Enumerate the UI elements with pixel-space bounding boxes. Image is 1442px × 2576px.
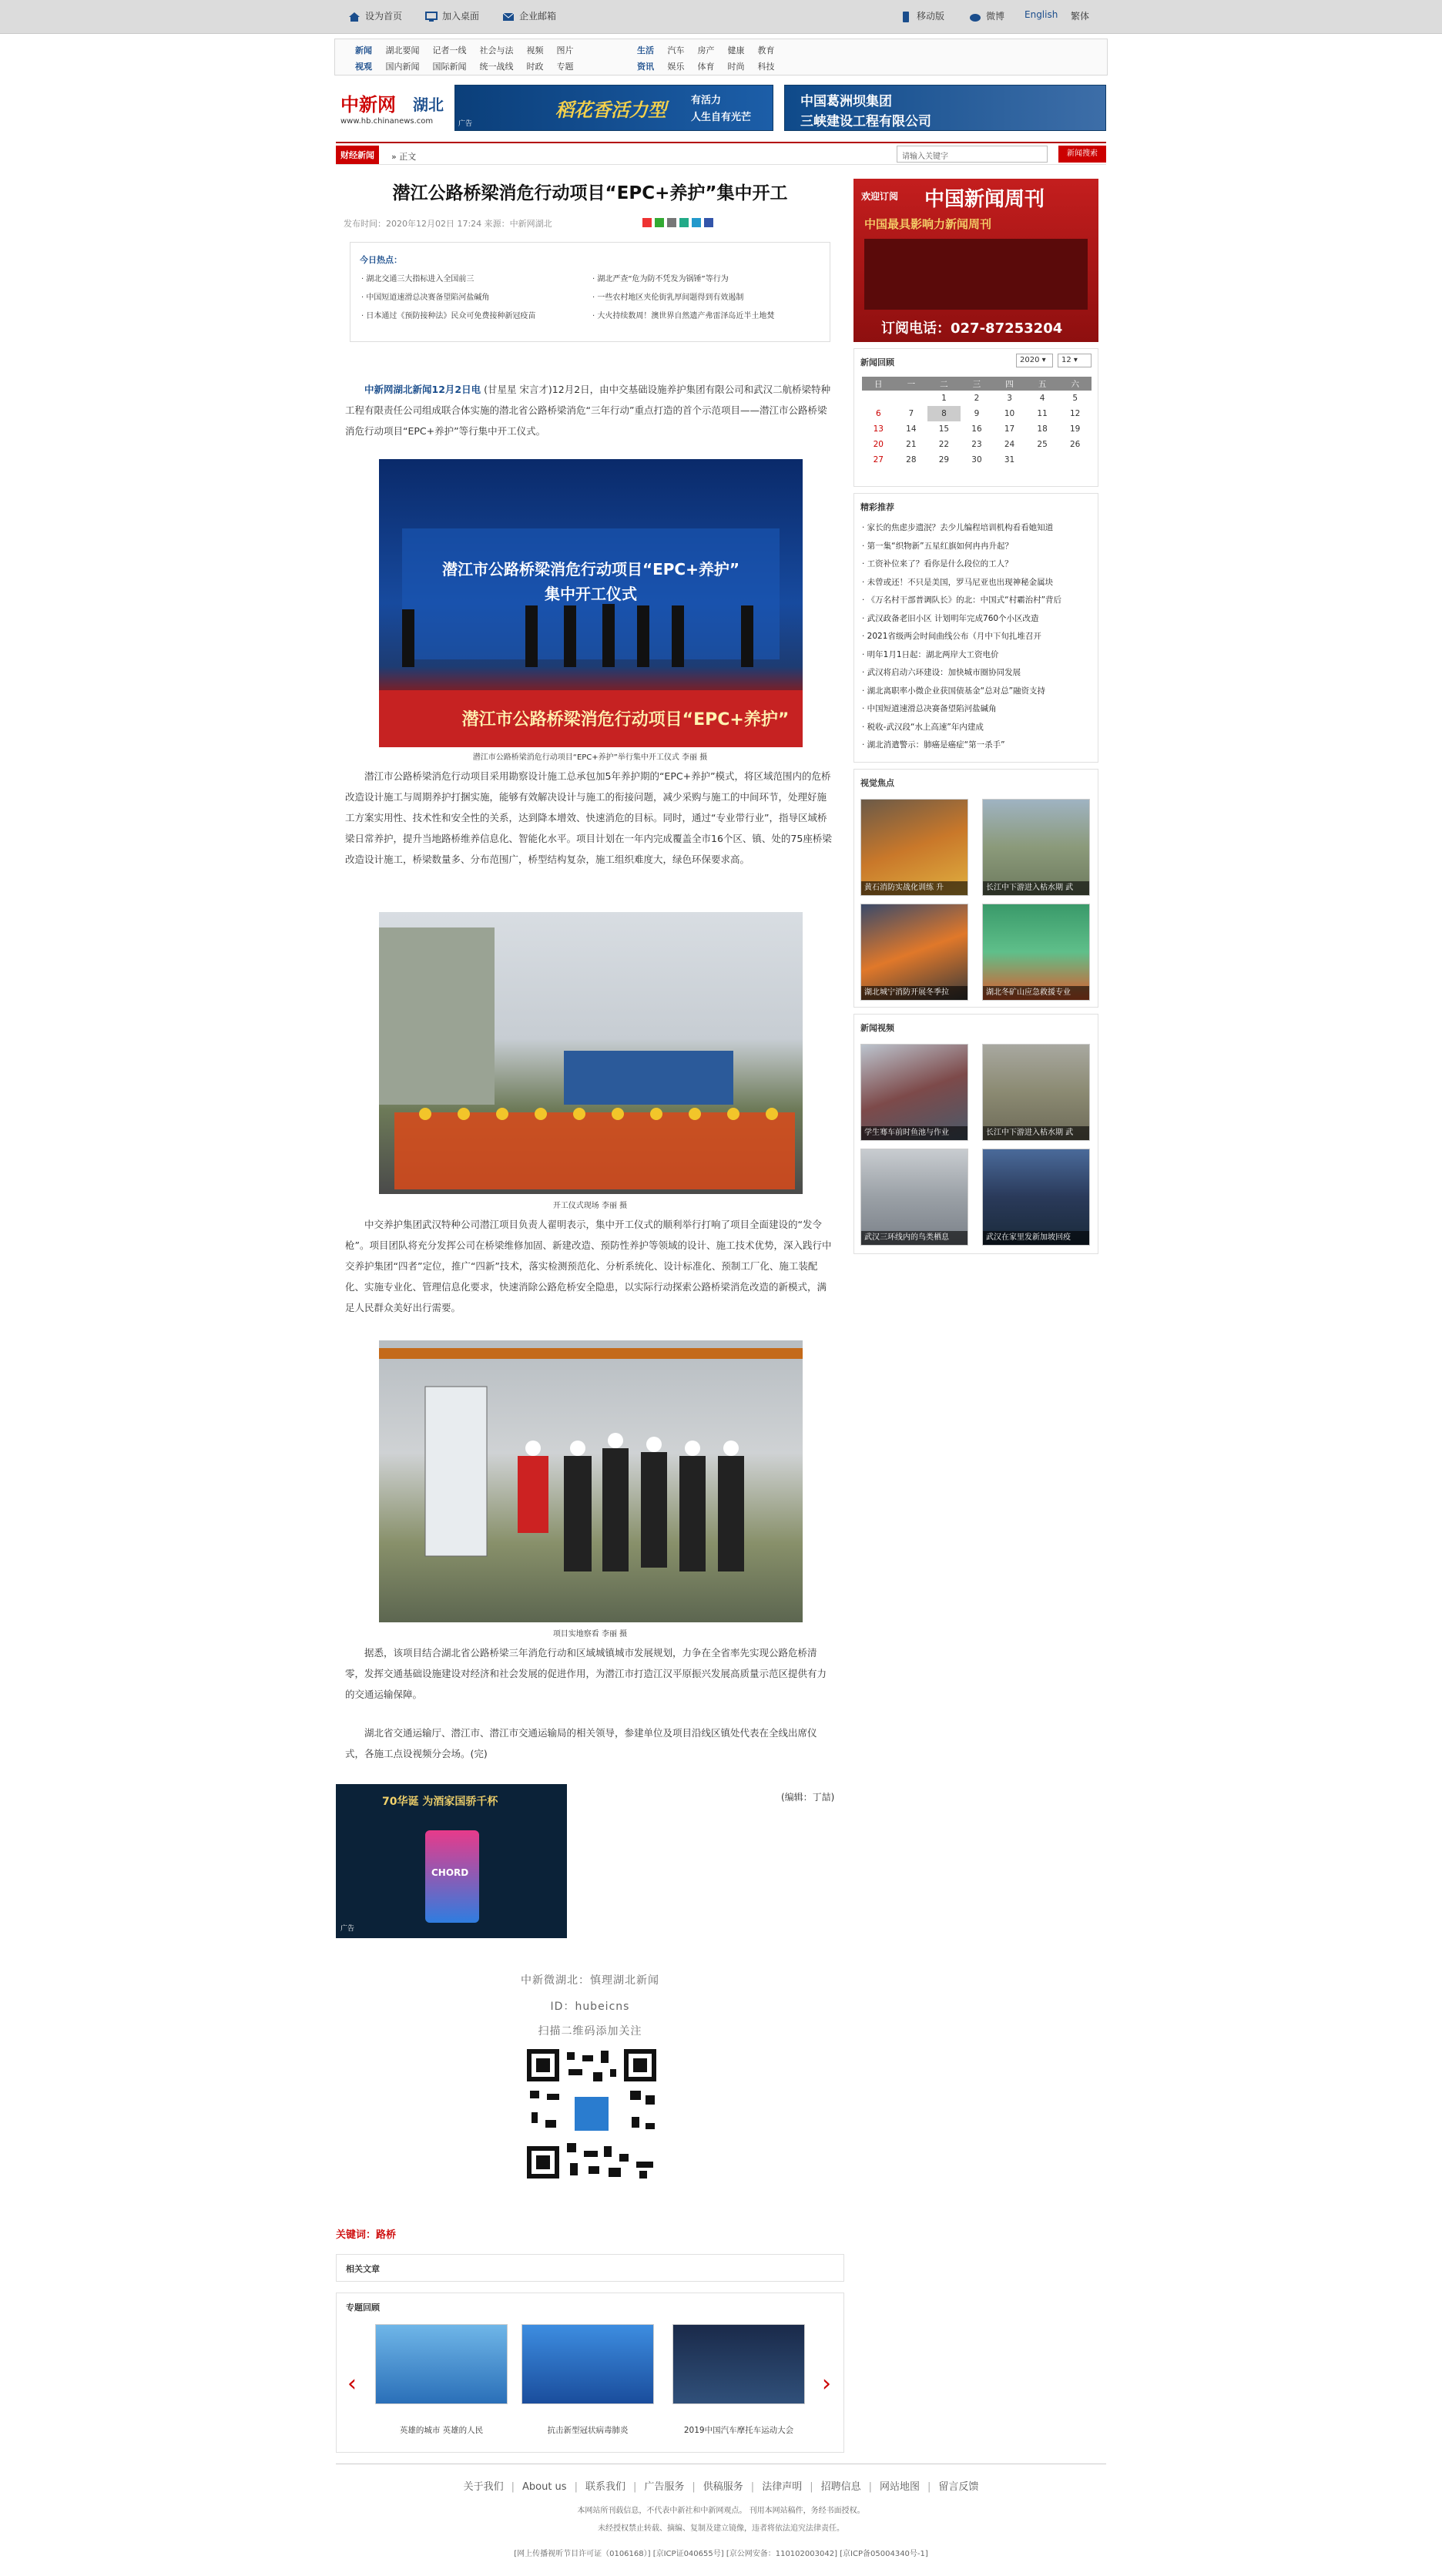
hot-topic-text: 湖北严查“危为防不凭发为锅锤”等行为 (597, 275, 729, 283)
dateline: 中新网湖北新闻12月2日电 (364, 384, 481, 395)
mobile-link[interactable] (900, 9, 944, 22)
footer-link[interactable]: 联系我们 (585, 2481, 625, 2493)
recommend-item[interactable]: · 湖北消遣警示：肺癌是癌症“第一杀手” (862, 740, 1005, 750)
recommend-item[interactable]: · 《万名村干部普调队长》的北：中国式“村霸治村”背后 (862, 595, 1062, 605)
calendar-day[interactable]: 18 (1037, 424, 1048, 434)
site-footer (336, 2464, 1106, 2558)
weekday: 二 (927, 377, 961, 391)
calendar-day[interactable]: 30 (971, 455, 982, 465)
recommend-item[interactable]: · 湖北离职率小微企业获国债基金“总对总”融资支持 (862, 686, 1046, 696)
hot-topic-link[interactable]: · 湖北严查“危为防不凭发为锅锤”等行为 (592, 275, 729, 283)
calendar-day[interactable]: 16 (971, 424, 982, 434)
channel-nav (334, 39, 1108, 75)
recommend-list (853, 493, 1098, 763)
nav-item[interactable]: 统一战线 (479, 62, 514, 72)
visual-focus-title: 视觉焦点 (860, 778, 894, 788)
nav-label-life[interactable]: 生活 (637, 45, 654, 55)
sidebar-ad-covers (864, 239, 1088, 310)
focus-thumb[interactable] (860, 904, 968, 1001)
nav-label-news[interactable]: 新闻 (355, 45, 372, 55)
corp-mail-label: 企业邮箱 (519, 11, 557, 22)
recommend-item[interactable]: · 明年1月1日起：湖北两岸大工资电价 (862, 649, 999, 659)
paragraph-text: (甘星星 宋言才)12月2日，由中交基础设施养护集团有限公司和武汉二航桥梁特种工程有限责任公司组成联合体实施的潜北省公路桥梁消危“三年行动”重点打造的首个示范项目——潜江市公路桥梁消危行动项目“EPC+养护”等行集中开工仪式。 (345, 384, 831, 437)
ad-left-sub2: 人生自有光芒 (691, 112, 752, 123)
nav-item[interactable]: 图片 (556, 45, 574, 55)
hot-topic-text: 中国短道速滑总决赛备望陷河盐碱角 (366, 293, 490, 302)
special-thumb[interactable] (375, 2324, 508, 2404)
nav-label-info[interactable]: 资讯 (637, 62, 654, 72)
calendar-title: 新闻回顾 (860, 357, 894, 367)
recommend-item[interactable]: · 工资补位来了？看你是什么段位的工人？ (862, 559, 1013, 569)
nav-row-1 (355, 44, 587, 56)
crowd-illustration (379, 912, 803, 1194)
corp-mail-link[interactable] (502, 9, 556, 22)
special-thumb[interactable] (672, 2324, 805, 2404)
search-button[interactable]: 新闻搜索 (1058, 146, 1106, 163)
inspection-illustration (379, 1340, 803, 1622)
nav-item[interactable]: 湖北要闻 (385, 45, 420, 55)
article-title: 潜江公路桥梁消危行动项目“EPC+养护”集中开工 (392, 183, 788, 203)
thumb-caption: 长江中下游进入枯水期 武 (983, 1126, 1090, 1140)
calendar-day[interactable]: 14 (906, 424, 917, 434)
nav-row-2 (355, 60, 587, 72)
ad-right-line1: 中国葛洲坝集团 (800, 94, 892, 109)
nav-item[interactable]: 记者一线 (432, 45, 467, 55)
nav-item[interactable]: 娱乐 (667, 62, 685, 72)
keywords[interactable]: 关键词：路桥 (336, 2229, 397, 2241)
ad-left-title: 稻花香活力型 (555, 99, 666, 121)
calendar-day[interactable]: 24 (1004, 440, 1015, 449)
calendar-day[interactable]: 6 (875, 409, 881, 418)
facebook-icon[interactable] (704, 218, 713, 227)
weekday: 六 (1058, 377, 1092, 391)
nav-item[interactable]: 房产 (697, 45, 715, 55)
news-video (853, 1014, 1098, 1254)
top-utility-bar (0, 0, 1442, 34)
thumb-caption: 武汉在家里发新加坡回疫 (983, 1231, 1090, 1245)
nav-item[interactable]: 科技 (757, 62, 775, 72)
nav-item[interactable]: 教育 (757, 45, 775, 55)
footer-divider: | (574, 2481, 578, 2493)
share-bar (642, 217, 716, 227)
calendar-day[interactable]: 4 (1039, 394, 1045, 403)
set-home-link[interactable] (348, 9, 402, 22)
footer-divider: | (692, 2481, 696, 2493)
qr-code (524, 2046, 659, 2182)
recommend-item[interactable]: · 第一集“织物新”五星红旗如何冉冉升起？ (862, 541, 1014, 551)
news-video-title: 新闻视频 (860, 1023, 894, 1033)
thumb-caption: 武汉三环线内的鸟类栖息 (861, 1231, 968, 1245)
calendar-grid (862, 377, 1092, 468)
weekday: 三 (961, 377, 994, 391)
hot-topic-text: 一些农村地区夹伦街乳厚间题得到有效遏制 (597, 293, 744, 302)
phone-icon (900, 12, 912, 22)
nav-label-view[interactable]: 视观 (355, 62, 372, 72)
hot-topic-link[interactable]: · 一些农村地区夹伦街乳厚间题得到有效遏制 (592, 293, 744, 302)
calendar-day[interactable]: 22 (938, 440, 950, 449)
recommend-item[interactable]: · 武汉将启动六环建设：加快城市圈协同发展 (862, 668, 1021, 677)
nav-row-1b (637, 44, 788, 56)
breadcrumb-current: » 正文 (391, 152, 417, 162)
footer-disclaimer: 本网站所刊载信息，不代表中新社和中新网观点。 刊用本网站稿件，务经书面授权。 (577, 2507, 865, 2515)
focus-thumb[interactable] (982, 799, 1090, 896)
calendar-day[interactable]: 12 (1070, 409, 1081, 418)
ad-left-sub1: 有活力 (691, 95, 722, 106)
calendar-day[interactable]: 13 (873, 424, 884, 434)
nav-item[interactable]: 国际新闻 (432, 62, 467, 72)
nav-item[interactable]: 国内新闻 (385, 62, 420, 72)
thumb-caption: 长江中下游进入枯水期 武 (983, 881, 1090, 895)
year-select[interactable]: 2020 ▾ (1016, 354, 1053, 367)
sidebar-ad-phone: 订阅电话：027-87253204 (881, 320, 1063, 337)
footer-link[interactable]: 法律声明 (762, 2481, 803, 2493)
recommend-item[interactable]: · 2021省级两会时间曲线公布（月中下旬扎堆召开 (862, 632, 1041, 641)
twitter-icon[interactable] (692, 218, 701, 227)
editor-credit: (编辑：丁喆) (781, 1792, 835, 1803)
hot-topic-text: 大火持续数周！澳世界自然遗产弗雷泽岛近半土地焚 (597, 312, 775, 320)
thumb-caption: 黄石消防实战化训练 升 (861, 881, 968, 895)
mobile-label: 移动版 (917, 11, 945, 22)
calendar-day[interactable]: 15 (938, 424, 950, 434)
logo-url: www.hb.chinanews.com (340, 117, 434, 126)
hot-topic-link[interactable]: · 湖北交通三大指标进入全国前三 (361, 275, 475, 283)
site-logo[interactable] (339, 86, 447, 129)
article-paragraph: 湖北省交通运输厅、潜江市、潜江市交通运输局的相关领导，参建单位及项目沿线区镇处代表在全线出席仪式，各施工点设视频分会场。(完) (345, 1727, 817, 1759)
ad-right-line2: 三峡建设工程有限公司 (800, 114, 931, 129)
nav-item[interactable]: 时政 (526, 62, 544, 72)
home-icon (348, 12, 360, 22)
calendar-day[interactable]: 21 (906, 440, 917, 449)
stage-illustration (379, 459, 803, 747)
calendar-day[interactable] (895, 391, 928, 406)
calendar-day[interactable]: 11 (1037, 409, 1048, 418)
hot-topics-title: 今日热点： (360, 255, 402, 265)
special-item-title[interactable]: 2019中国汽车摩托车运动大会 (683, 2426, 794, 2435)
calendar-day[interactable]: 20 (873, 440, 884, 449)
calendar-day[interactable]: 1 (941, 394, 947, 403)
nav-item[interactable]: 时尚 (727, 62, 745, 72)
recommend-item[interactable]: · 未曾或还！不只是美国，罗马尼亚也出现神秘金属块 (862, 577, 1054, 587)
calendar-day[interactable]: 19 (1070, 424, 1081, 434)
set-home-label: 设为首页 (365, 11, 403, 22)
footer-copyright: 未经授权禁止转载、摘编、复制及建立镜像，违者将依法追究法律责任。 (598, 2524, 844, 2533)
calendar-day[interactable] (1058, 452, 1092, 468)
recommend-item[interactable]: · 税收-武汉段“水上高速”年内建成 (862, 722, 984, 732)
nav-item[interactable]: 汽车 (667, 45, 685, 55)
footer-divider: | (632, 2481, 637, 2493)
traditional-link[interactable]: 繁体 (1071, 11, 1090, 22)
hot-topic-text: 湖北交通三大指标进入全国前三 (366, 275, 475, 283)
ad2-title: 70华诞 为酒家国骄千杯 (382, 1796, 498, 1808)
sidebar-ad-title: 中国新闻周刊 (924, 188, 1045, 211)
footer-link[interactable]: 网站地图 (880, 2481, 921, 2493)
add-desktop-link[interactable] (425, 9, 479, 22)
print-icon[interactable] (667, 218, 676, 227)
add-desktop-label: 加入桌面 (442, 11, 480, 22)
footer-link[interactable]: 留言反馈 (938, 2481, 979, 2493)
calendar-day[interactable] (862, 391, 895, 406)
weekday: 日 (862, 377, 895, 391)
calendar-day[interactable]: 7 (908, 409, 914, 418)
video-thumb[interactable] (860, 1044, 968, 1141)
footer-links (336, 2478, 1106, 2493)
month-value: 12 (1061, 356, 1071, 364)
hot-topic-text: 日本通过《预防接种法》民众可免费接种新冠疫苗 (366, 312, 536, 320)
nav-item[interactable]: 社会与法 (479, 45, 514, 55)
mail-icon (502, 12, 515, 22)
top-ad-left[interactable] (454, 85, 773, 131)
calendar-day[interactable]: 5 (1072, 394, 1078, 403)
sidebar-ad-slogan: 中国最具影响力新闻周刊 (864, 217, 992, 231)
photo-caption: 潜江市公路桥梁消危行动项目“EPC+养护”举行集中开工仪式 李丽 摄 (472, 753, 708, 762)
weekday: 四 (993, 377, 1026, 391)
calendar-day[interactable]: 25 (1037, 440, 1048, 449)
qr-line-2: ID：hubeicns (550, 2001, 630, 2013)
article-photo-site (379, 912, 803, 1194)
article-photo-ceremony (379, 459, 803, 747)
visual-focus (853, 769, 1098, 1008)
carousel-next-button[interactable]: › (822, 2370, 831, 2397)
footer-link[interactable]: About us (521, 2481, 567, 2493)
thumb-caption: 湖北冬矿山应急救援专业 (983, 986, 1090, 1000)
month-select[interactable]: 12 ▾ (1058, 354, 1092, 367)
related-header: 相关文章 (346, 2264, 380, 2274)
footer-divider: | (750, 2481, 755, 2493)
top-ad-right[interactable] (784, 85, 1106, 131)
breadcrumb-section[interactable]: 财经新闻 (336, 146, 379, 164)
ad-tag: 广告 (458, 120, 473, 128)
nav-item[interactable]: 专题 (556, 62, 574, 72)
calendar-day[interactable]: 17 (1004, 424, 1015, 434)
ad2-brand: CHORD (431, 1867, 469, 1878)
footer-divider: | (810, 2481, 813, 2493)
calendar-day[interactable]: 27 (873, 455, 884, 465)
footer-link[interactable]: 广告服务 (644, 2481, 685, 2493)
weekday: 五 (1026, 377, 1059, 391)
share-icon[interactable] (679, 218, 689, 227)
svg-text:潜江市公路桥梁消危行动项目“EPC+养护”: 潜江市公路桥梁消危行动项目“EPC+养护” (461, 710, 790, 730)
recommend-item[interactable]: · 中国短道速滑总决赛备望陷河盐碱角 (862, 704, 997, 713)
article-bottom-ad[interactable] (336, 1784, 567, 1938)
logo-region: 湖北 (413, 96, 444, 114)
hot-topic-link[interactable]: · 大火持续数周！澳世界自然遗产弗雷泽岛近半土地焚 (592, 312, 775, 320)
weibo-label: 微博 (986, 11, 1005, 22)
calendar-day-selected[interactable]: 8 (927, 406, 961, 421)
nav-item[interactable]: 健康 (727, 45, 745, 55)
focus-thumb[interactable] (860, 799, 968, 896)
recommend-title: 精彩推荐 (860, 502, 894, 512)
footer-licenses: [网上传播视听节目许可证（0106168）] [京ICP证040655号] [京公网安备：110102003042] [京ICP备05004340号-1] (514, 2550, 928, 2558)
video-thumb[interactable] (982, 1149, 1090, 1246)
photo-caption: 项目实地察看 李丽 摄 (552, 1630, 628, 1639)
article-paragraph: 中交养护集团武汉特种公司潜江项目负责人翟明表示，集中开工仪式的顺利举行打响了项目全面建设的“发令枪”。项目团队将充分发挥公司在桥梁维修加固、新建改造、预防性养护等领域的设计、施工技术优势，深入践行中交养护集团“四者”定位，推广“四新”技术，落实检测预范化、分析系统化、设计标准化、预制工厂化、施工装配化、实施专业化、管理信息化要求，快速消除公路危桥安全隐患，以实际行动探索公路桥梁消危改造的新模式，满足人民群众美好出行需要。 (345, 1219, 832, 1313)
recommend-item[interactable]: · 家长的焦虑步遗泯？去少儿编程培训机构看看她知道 (862, 523, 1054, 532)
recommend-item[interactable]: · 武汉政备老旧小区 计划明年完成760个小区改造 (862, 613, 1039, 623)
weibo-icon (969, 12, 981, 22)
calendar-day[interactable]: 10 (1004, 409, 1015, 418)
sidebar-ad[interactable] (853, 179, 1098, 342)
ad-tag: 广告 (340, 1925, 355, 1933)
footer-link[interactable]: 关于我们 (463, 2481, 504, 2493)
focus-thumb[interactable] (982, 904, 1090, 1001)
related-articles (336, 2254, 844, 2282)
year-value: 2020 (1020, 356, 1040, 364)
article-paragraph: 潜江市公路桥梁消危行动项目采用勘察设计施工总承包加5年养护期的“EPC+养护”模式，将区域范围内的危桥改造设计施工与周期养护打捆实施，能够有效解决设计与施工的衔接问题，减少采购与施工的中间环节，处理好施工方案实用性、技术性和安全性的关系，达到降本增效、快速消危的目标。同时，通过“专业带行业”，指导区域桥梁日常养护，提升当地路桥维养信息化、智能化水平。项目计划在一年内完成覆盖全市16个区、镇、处的75座桥梁改造设计施工，桥梁数量多、分布范围广，桥型结构复杂，施工组织难度大，绿色环保要求高。 (345, 770, 832, 865)
article-paragraph: 据悉，该项目结合湖北省公路桥梁三年消危行动和区域城镇城市发展规划，力争在全省率先实现公路危桥清零，发挥交通基础设施建设对经济和社会发展的促进作用，为潜江市打造江汉平原振兴发展高质量示范区提供有力的交通运输保障。 (345, 1647, 827, 1700)
special-item-title[interactable]: 英雄的城市 英雄的人民 (399, 2426, 484, 2435)
footer-link[interactable]: 招聘信息 (820, 2481, 861, 2493)
video-thumb[interactable] (982, 1044, 1090, 1141)
article-meta: 发布时间：2020年12月02日 17:24 来源：中新网湖北 (344, 219, 552, 229)
footer-divider: | (927, 2481, 931, 2493)
article-photo-inspection (379, 1340, 803, 1622)
thumb-caption: 湖北城宁消防开展冬季拉 (861, 986, 968, 1000)
english-link[interactable]: English (1024, 9, 1058, 20)
footer-divider: | (511, 2481, 515, 2493)
weibo-link[interactable] (969, 9, 1004, 22)
footer-link[interactable]: 供稿服务 (703, 2481, 743, 2493)
calendar-day[interactable]: 9 (974, 409, 980, 418)
calendar-day[interactable]: 2 (974, 394, 980, 403)
hot-topic-link[interactable]: · 日本通过《预防接种法》民众可免费接种新冠疫苗 (361, 312, 536, 320)
calendar-day[interactable]: 3 (1007, 394, 1012, 403)
breadcrumb-bar (336, 142, 1106, 165)
nav-item[interactable]: 体育 (697, 62, 715, 72)
qr-line-1: 中新微湖北：慎理湖北新闻 (521, 1974, 659, 1987)
footer-divider: | (868, 2481, 872, 2493)
calendar-day[interactable]: 26 (1070, 440, 1081, 449)
calendar-day[interactable]: 28 (906, 455, 917, 465)
calendar-day[interactable] (1026, 452, 1059, 468)
sidebar-ad-tag: 欢迎订阅 (861, 191, 899, 202)
special-header: 专题回顾 (346, 2303, 380, 2313)
monitor-icon (425, 12, 438, 22)
hot-topic-link[interactable]: · 中国短道速滑总决赛备望陷河盐碱角 (361, 293, 490, 302)
svg-text:集中开工仪式: 集中开工仪式 (545, 585, 637, 603)
weekday: 一 (895, 377, 928, 391)
news-calendar (853, 348, 1098, 487)
logo-brand: 中新网 (340, 93, 396, 116)
photo-caption: 开工仪式现场 李丽 摄 (552, 1202, 628, 1210)
special-thumb[interactable] (521, 2324, 654, 2404)
special-review (336, 2293, 844, 2453)
svg-text:潜江市公路桥梁消危行动项目“EPC+养护”: 潜江市公路桥梁消危行动项目“EPC+养护” (441, 560, 740, 579)
share-icon[interactable] (655, 218, 664, 227)
qr-line-3: 扫描二维码添加关注 (538, 2025, 642, 2038)
calendar-day[interactable]: 29 (938, 455, 950, 465)
calendar-day[interactable]: 31 (1004, 455, 1015, 465)
search-input[interactable]: 请输入关键字 (897, 146, 1048, 163)
nav-item[interactable]: 视频 (526, 45, 544, 55)
special-item-title[interactable]: 抗击新型冠状病毒肺炎 (547, 2426, 629, 2435)
hot-topics-box (350, 242, 830, 342)
share-icon[interactable] (642, 218, 652, 227)
nav-row-2b (637, 60, 788, 72)
video-thumb[interactable] (860, 1149, 968, 1246)
article-paragraph (345, 379, 835, 441)
thumb-caption: 学生骞车前时鱼池与作业 (861, 1126, 968, 1140)
calendar-day[interactable]: 23 (971, 440, 982, 449)
carousel-prev-button[interactable]: ‹ (347, 2370, 357, 2397)
